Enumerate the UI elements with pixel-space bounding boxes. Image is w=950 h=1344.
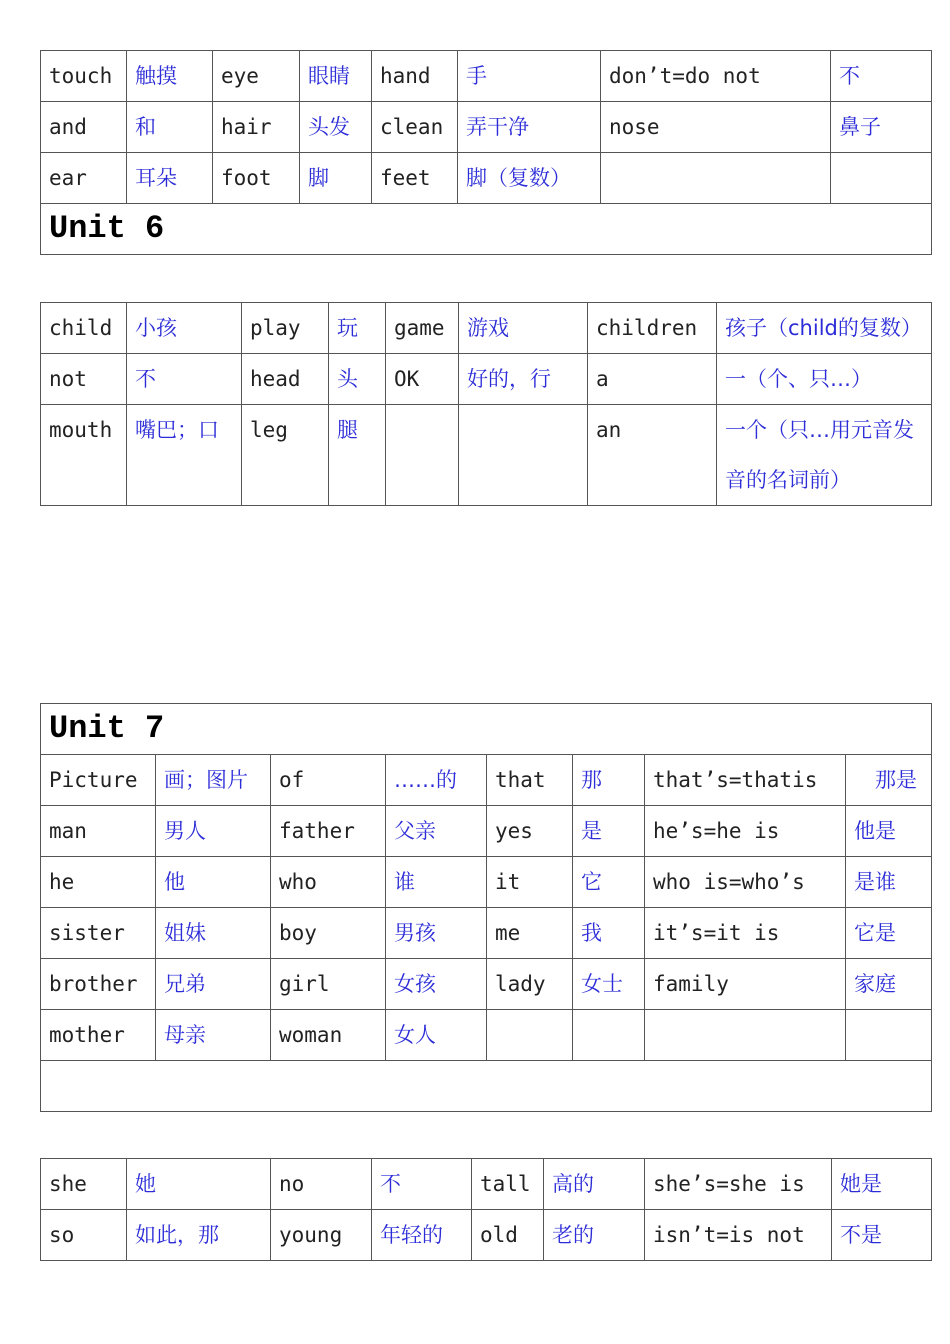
vocab-row [41, 908, 932, 959]
english-word-cell [487, 1010, 573, 1061]
english-word-cell: a [588, 354, 717, 405]
chinese-meaning-cell: 不 [831, 51, 932, 102]
chinese-meaning-cell: 一个（只…用元音发音的名词前） [717, 405, 932, 506]
chinese-meaning-cell: 画；图片 [156, 755, 271, 806]
english-word-cell: so [41, 1210, 127, 1261]
english-word-cell: lady [487, 959, 573, 1010]
chinese-meaning-cell: 和 [127, 102, 213, 153]
english-word-cell [386, 405, 459, 506]
english-word-cell: don’t=do not [601, 51, 831, 102]
chinese-meaning-cell: 女士 [573, 959, 645, 1010]
unit7-rows-b [41, 1159, 932, 1261]
chinese-meaning-cell: 嘴巴；口 [127, 405, 242, 506]
chinese-meaning-cell: 男人 [156, 806, 271, 857]
english-word-cell [645, 1010, 846, 1061]
chinese-meaning-cell: 鼻子 [831, 102, 932, 153]
unit6-title: Unit 6 [41, 204, 932, 255]
vocab-row [41, 354, 932, 405]
chinese-meaning-cell [459, 405, 588, 506]
english-word-cell: boy [271, 908, 386, 959]
vocab-row [41, 959, 932, 1010]
vocab-table-unit7 [40, 703, 932, 1112]
chinese-meaning-cell [831, 153, 932, 204]
vocab-row [41, 51, 932, 102]
english-word-cell: mouth [41, 405, 127, 506]
vocab-row [41, 153, 932, 204]
english-word-cell: mother [41, 1010, 156, 1061]
chinese-meaning-cell: 脚 [300, 153, 372, 204]
english-word-cell: it [487, 857, 573, 908]
chinese-meaning-cell: 他 [156, 857, 271, 908]
chinese-meaning-cell: 是 [573, 806, 645, 857]
english-word-cell: children [588, 303, 717, 354]
unit7-title: Unit 7 [41, 704, 932, 755]
english-word-cell: clean [372, 102, 458, 153]
unit7-blank-body [41, 1061, 932, 1112]
chinese-meaning-cell: 耳朵 [127, 153, 213, 204]
chinese-meaning-cell: 好的，行 [459, 354, 588, 405]
english-word-cell: Picture [41, 755, 156, 806]
english-word-cell: child [41, 303, 127, 354]
english-word-cell: me [487, 908, 573, 959]
chinese-meaning-cell: 孩子（child的复数） [717, 303, 932, 354]
english-word-cell: hair [213, 102, 300, 153]
english-word-cell: tall [472, 1159, 544, 1210]
english-word-cell: isn’t=is not [645, 1210, 832, 1261]
chinese-meaning-cell: 如此，那 [127, 1210, 271, 1261]
chinese-meaning-cell: 女孩 [386, 959, 487, 1010]
chinese-meaning-cell: 男孩 [386, 908, 487, 959]
chinese-meaning-cell: 姐妹 [156, 908, 271, 959]
english-word-cell: an [588, 405, 717, 506]
chinese-meaning-cell: 母亲 [156, 1010, 271, 1061]
chinese-meaning-cell: 兄弟 [156, 959, 271, 1010]
english-word-cell: father [271, 806, 386, 857]
english-word-cell: it’s=it is [645, 908, 846, 959]
chinese-meaning-cell: ……的 [386, 755, 487, 806]
english-word-cell: that’s=thatis [645, 755, 846, 806]
english-word-cell: of [271, 755, 386, 806]
english-word-cell: old [472, 1210, 544, 1261]
chinese-meaning-cell: 那 [573, 755, 645, 806]
vocab-row [41, 1210, 932, 1261]
english-word-cell: and [41, 102, 127, 153]
unit7-heading-row [41, 704, 932, 755]
unit7-rows-a [41, 755, 932, 1061]
chinese-meaning-cell: 高的 [544, 1159, 645, 1210]
english-word-cell: brother [41, 959, 156, 1010]
english-word-cell: ear [41, 153, 127, 204]
english-word-cell: he’s=he is [645, 806, 846, 857]
chinese-meaning-cell: 老的 [544, 1210, 645, 1261]
chinese-meaning-cell: 那是 [846, 755, 932, 806]
english-word-cell [601, 153, 831, 204]
english-word-cell: touch [41, 51, 127, 102]
chinese-meaning-cell: 眼睛 [300, 51, 372, 102]
chinese-meaning-cell: 她 [127, 1159, 271, 1210]
vocab-table-unit7-b [40, 1158, 932, 1261]
chinese-meaning-cell: 不 [372, 1159, 472, 1210]
vocab-table-unit5-6 [40, 50, 932, 255]
vocab-table-unit6 [40, 302, 932, 506]
chinese-meaning-cell: 不是 [832, 1210, 932, 1261]
chinese-meaning-cell: 玩 [329, 303, 386, 354]
table-a-body [41, 51, 932, 204]
unit6-heading-row [41, 204, 932, 255]
unit7-heading-body [41, 704, 932, 755]
chinese-meaning-cell [846, 1010, 932, 1061]
english-word-cell: eye [213, 51, 300, 102]
chinese-meaning-cell: 头发 [300, 102, 372, 153]
chinese-meaning-cell: 弄干净 [458, 102, 601, 153]
chinese-meaning-cell: 腿 [329, 405, 386, 506]
chinese-meaning-cell: 触摸 [127, 51, 213, 102]
vocab-row [41, 303, 932, 354]
english-word-cell: yes [487, 806, 573, 857]
vocab-row [41, 405, 932, 506]
english-word-cell: he [41, 857, 156, 908]
chinese-meaning-cell: 她是 [832, 1159, 932, 1210]
chinese-meaning-cell: 它 [573, 857, 645, 908]
chinese-meaning-cell: 游戏 [459, 303, 588, 354]
vocab-row [41, 857, 932, 908]
vocab-row [41, 1159, 932, 1210]
unit7-blank-row [41, 1061, 932, 1112]
english-word-cell: OK [386, 354, 459, 405]
english-word-cell: no [271, 1159, 372, 1210]
english-word-cell: who [271, 857, 386, 908]
unit6-rows [41, 303, 932, 506]
english-word-cell: family [645, 959, 846, 1010]
chinese-meaning-cell: 家庭 [846, 959, 932, 1010]
english-word-cell: she [41, 1159, 127, 1210]
english-word-cell: who is=who’s [645, 857, 846, 908]
vocab-row [41, 755, 932, 806]
chinese-meaning-cell: 年轻的 [372, 1210, 472, 1261]
english-word-cell: young [271, 1210, 372, 1261]
english-word-cell: she’s=she is [645, 1159, 832, 1210]
english-word-cell: hand [372, 51, 458, 102]
chinese-meaning-cell: 它是 [846, 908, 932, 959]
chinese-meaning-cell: 头 [329, 354, 386, 405]
english-word-cell: nose [601, 102, 831, 153]
english-word-cell: woman [271, 1010, 386, 1061]
chinese-meaning-cell: 我 [573, 908, 645, 959]
english-word-cell: feet [372, 153, 458, 204]
chinese-meaning-cell: 一（个、只…） [717, 354, 932, 405]
chinese-meaning-cell: 小孩 [127, 303, 242, 354]
english-word-cell: head [242, 354, 329, 405]
english-word-cell: game [386, 303, 459, 354]
chinese-meaning-cell [573, 1010, 645, 1061]
chinese-meaning-cell: 父亲 [386, 806, 487, 857]
chinese-meaning-cell: 他是 [846, 806, 932, 857]
blank-cell [41, 1061, 932, 1112]
chinese-meaning-cell: 女人 [386, 1010, 487, 1061]
english-word-cell: man [41, 806, 156, 857]
chinese-meaning-cell: 谁 [386, 857, 487, 908]
unit6-body [41, 204, 932, 255]
vocab-row [41, 102, 932, 153]
chinese-meaning-cell: 不 [127, 354, 242, 405]
vocab-row [41, 806, 932, 857]
english-word-cell: that [487, 755, 573, 806]
chinese-meaning-cell: 是谁 [846, 857, 932, 908]
english-word-cell: leg [242, 405, 329, 506]
english-word-cell: foot [213, 153, 300, 204]
english-word-cell: sister [41, 908, 156, 959]
english-word-cell: girl [271, 959, 386, 1010]
vocab-row [41, 1010, 932, 1061]
chinese-meaning-cell: 手 [458, 51, 601, 102]
english-word-cell: not [41, 354, 127, 405]
english-word-cell: play [242, 303, 329, 354]
chinese-meaning-cell: 脚（复数） [458, 153, 601, 204]
